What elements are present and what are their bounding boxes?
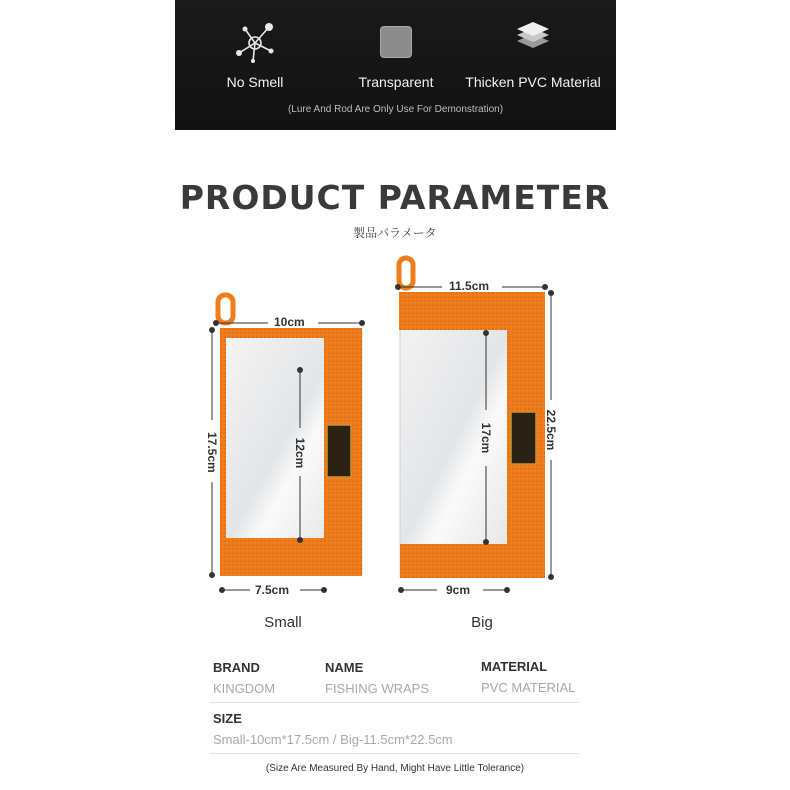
divider [210,702,580,703]
feature-label: No Smell [226,74,284,90]
small-caption: Small [264,614,302,631]
small-height-label: 17.5cm [205,432,219,473]
big-top-width-label: 11.5cm [449,279,490,293]
feature-label: Transparent [358,74,434,90]
spec-name [325,660,429,696]
small-top-width-label: 10cm [274,315,305,329]
tolerance-note: (Size Are Measured By Hand, Might Have Little Tolerance) [265,763,525,774]
spec-material-value: PVC MATERIAL [481,680,576,695]
spec-material [481,659,575,695]
demo-note: (Lure And Rod Are Only Use For Demonstration) [287,104,504,115]
spec-brand-key: BRAND [213,660,260,675]
big-window-height-label: 17cm [479,422,493,454]
small-bottom-width-label: 7.5cm [255,583,290,597]
spec-material-key: MATERIAL [481,659,548,674]
spec-size [213,711,453,747]
spec-size-value: Small-10cm*17.5cm / Big-11.5cm*22.5cm [213,732,453,747]
spec-brand [213,660,275,696]
spec-name-value: FISHING WRAPS [325,681,430,696]
big-bottom-width-label: 9cm [446,583,471,597]
divider [210,753,580,754]
spec-name-key: NAME [325,660,364,675]
spec-brand-value: KINGDOM [213,681,276,696]
feature-label: Thicken PVC Material [465,74,601,90]
small-window-height-label: 12cm [293,437,307,469]
page-title: PRODUCT PARAMETER [179,178,611,217]
big-bag [399,258,545,578]
big-caption: Big [471,614,493,631]
spec-size-key: SIZE [213,711,242,726]
big-height-label: 22.5cm [544,409,558,451]
page-subtitle: 製品パラメータ [353,226,437,240]
small-bag [218,295,362,576]
